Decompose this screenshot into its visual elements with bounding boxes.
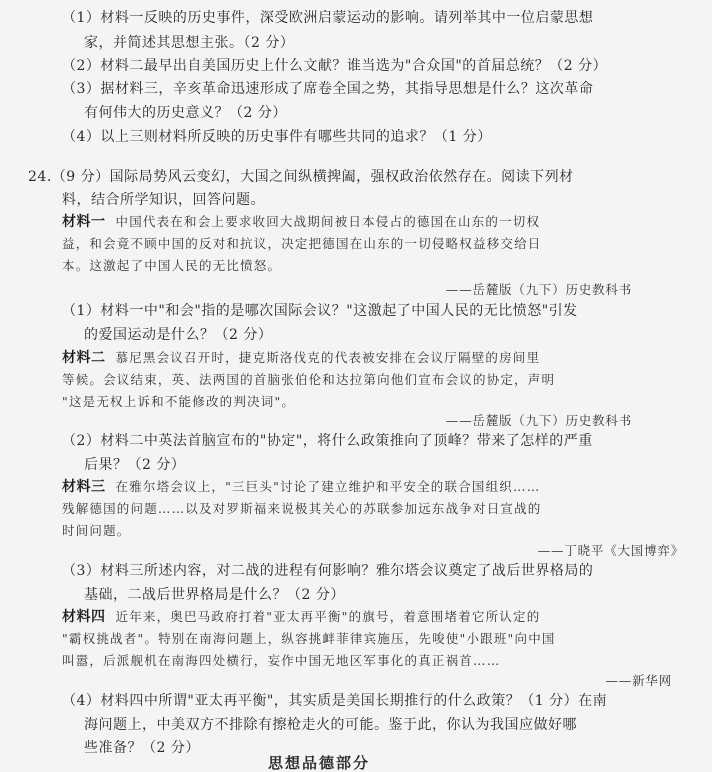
material-2-text-1: 慕尼黑会议召开时，捷克斯洛伐克的代表被安排在会议厅隔壁的房间里 xyxy=(115,350,541,365)
material-1-line2: 益，和会竟不顾中国的反对和抗议，决定把德国在山东的一切侵略权益移交给日 xyxy=(62,236,542,251)
material-4-source: ——新华网 xyxy=(605,673,672,688)
material-2-line3: "这是无权上诉和不能修改的判决词"。 xyxy=(62,394,296,409)
material-4-line2: "霸权挑战者"。特别在南海问题上，纵容挑衅菲律宾施压，先唆使"小跟班"向中国 xyxy=(62,631,556,646)
q24-sub2-line1: （2）材料二中英法首脑宣布的"协定"，将什么政策推向了顶峰？带来了怎样的严重 xyxy=(62,433,593,449)
material-1-text-1: 中国代表在和会上要求收回大战期间被日本侵占的德国在山东的一切权 xyxy=(115,214,541,229)
q24-sub2-line2: 后果？（2 分） xyxy=(84,457,186,473)
material-2-line2: 等候。会议结束，英、法两国的首脑张伯伦和达拉第向他们宣布会议的协定，声明 xyxy=(62,372,556,387)
q24-sub3-line1: （3）材料三所述内容，对二战的进程有何影响？雅尔塔会议奠定了战后世界格局的 xyxy=(62,563,594,579)
material-3-label: 材料三 xyxy=(62,479,106,495)
q24-intro-line2: 料，结合所学知识，回答问题。 xyxy=(62,192,265,208)
q24-sub4-line3: 些准备？（2 分） xyxy=(84,740,200,756)
material-3-text-1: 在雅尔塔会议上，"三巨头"讨论了建立维护和平安全的联合国组织…… xyxy=(115,479,541,494)
q24-sub1-line2: 的爱国运动是什么？（2 分） xyxy=(84,327,273,343)
material-3-source: ——丁晓平《大国博弈》 xyxy=(537,543,684,558)
material-4-line3: 叫嚣，后派舰机在南海四处横行，妄作中国无地区军事化的真正祸首…… xyxy=(62,653,501,668)
material-4-text-1: 近年来，奥巴马政府打着"亚太再平衡"的旗号，着意围堵着它所认定的 xyxy=(115,609,541,624)
section-footer-title: 思想品德部分 xyxy=(268,754,371,772)
material-3-line3: 时间问题。 xyxy=(62,523,131,538)
q23-sub2: （2）材料二最早出自美国历史上什么文献？谁当选为"合众国"的首届总统？（2 分） xyxy=(62,58,608,74)
q24-sub4-line1: （4）材料四中所谓"亚太再平衡"，其实质是美国长期推行的什么政策？（1 分）在南 xyxy=(62,693,608,709)
material-2-label: 材料二 xyxy=(62,350,106,366)
material-3-line2: 残解德国的问题……以及对罗斯福来说极其关心的苏联参加远东战争对日宣战的 xyxy=(62,501,542,516)
q24-sub3-line2: 基础，二战后世界格局是什么？（2 分） xyxy=(84,587,345,603)
q24-sub1-line1: （1）材料一中"和会"指的是哪次国际会议？"这激起了中国人民的无比愤怒"引发 xyxy=(62,303,578,319)
q23-sub1-line1: （1）材料一反映的历史事件，深受欧洲启蒙运动的影响。请列举其中一位启蒙思想 xyxy=(62,10,594,26)
q23-sub4: （4）以上三则材料所反映的历史事件有哪些共同的追求？（1 分） xyxy=(62,129,492,145)
material-4-line1 xyxy=(62,608,540,626)
q24-sub4-line2: 海问题上，中美双方不排除有擦枪走火的可能。鉴于此，你认为我国应做好哪 xyxy=(84,717,577,733)
material-3-line1 xyxy=(62,478,540,496)
material-2-line1 xyxy=(62,349,540,367)
material-1-line3: 本。这激起了中国人民的无比愤怒。 xyxy=(62,258,282,273)
material-2-source: ——岳麓版（九下）历史教科书 xyxy=(445,413,632,428)
q23-sub3-line1: （3）据材料三，辛亥革命迅速形成了席卷全国之势，其指导思想是什么？这次革命 xyxy=(62,81,594,97)
q23-sub1-line2: 家，并简述其思想主张。（2 分） xyxy=(84,35,295,51)
material-1-source: ——岳麓版（九下）历史教科书 xyxy=(445,282,632,297)
q24-intro-line1: 24.（9 分）国际局势风云变幻，大国之间纵横捭阖，强权政治依然存在。阅读下列材 xyxy=(28,169,574,185)
material-4-label: 材料四 xyxy=(62,609,106,625)
material-1-line1 xyxy=(62,213,540,231)
q23-sub3-line2: 有何伟大的历史意义？（2 分） xyxy=(84,105,287,121)
material-1-label: 材料一 xyxy=(62,214,106,230)
